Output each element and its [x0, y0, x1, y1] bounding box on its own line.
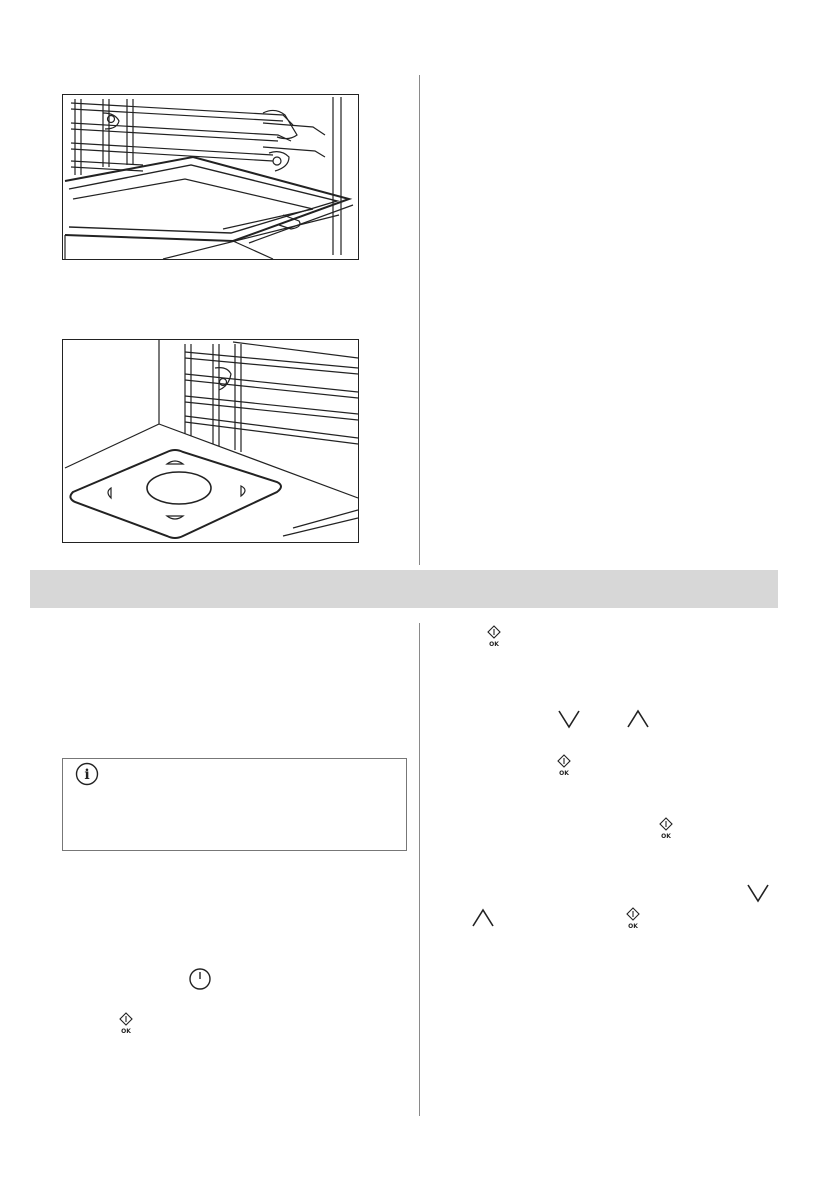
svg-text:OK: OK: [661, 833, 671, 839]
section-heading-bar: [30, 570, 778, 608]
chevron-up-icon: [626, 708, 650, 730]
svg-text:OK: OK: [489, 641, 499, 647]
chevron-down-icon: [746, 882, 770, 904]
clock-icon: [188, 967, 212, 991]
svg-text:OK: OK: [559, 770, 569, 776]
chevron-up-icon: [471, 907, 495, 929]
chevron-down-icon: [557, 708, 581, 730]
oven-floor-plate-illustration: [62, 339, 359, 543]
note-box: [62, 758, 407, 851]
svg-text:OK: OK: [628, 923, 638, 929]
ok-button-icon: [117, 1012, 135, 1034]
ok-button-icon: [657, 817, 675, 839]
column-divider-bottom: [419, 623, 420, 1116]
ok-button-icon: [485, 625, 503, 647]
column-divider-top: [419, 75, 420, 565]
ok-button-icon: [624, 907, 642, 929]
info-icon: [75, 762, 99, 786]
svg-text:i: i: [84, 767, 90, 783]
tray-on-shelf-illustration: [62, 94, 359, 260]
ok-button-icon: [555, 754, 573, 776]
svg-text:OK: OK: [121, 1028, 131, 1034]
